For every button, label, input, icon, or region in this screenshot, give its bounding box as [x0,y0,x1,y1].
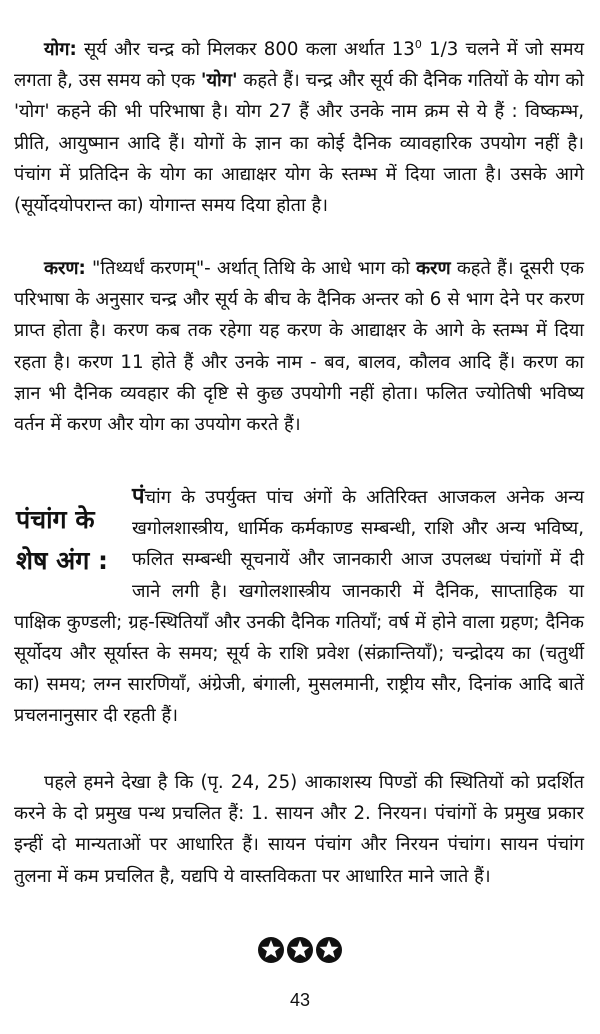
heading-float-spacer [14,481,132,605]
page-number: 43 [289,990,311,1010]
karana-text-b: कहते हैं। दूसरी एक परिभाषा के अनुसार चन्द्र और सूर्य के बीच के दैनिक अन्तर को 6 से भाग देने पर करण प्राप्त होता है। करण कब तक रहेगा यह करण के आद्याक्षर के आगे के स्तम्भ में दिया रहता है। करण 11 होते हैं और उनके नाम - बव, बालव, कौलव आदि हैं। करण का ज्ञान भी दैनिक व्यवहार की दृष्टि से कुछ उपयोगी नहीं होता। फलित ज्योतिषी भविष्य वर्तन में करण और योग का उपयोग करते हैं। [14,258,585,436]
remaining-parts-paragraph [14,481,584,732]
yoga-term: योग: [44,39,77,61]
dropcap-letter: पं [132,484,145,509]
yoga-text-a: सूर्य और चन्द्र को मिलकर 800 कला अर्थात 13 [76,39,415,61]
yoga-quoted-term: 'योग' [200,70,238,92]
degree-superscript: 0 [414,38,422,51]
karana-term: करण: [44,258,86,279]
closing-paragraph: पहले हमने देखा है कि (पृ. 24, 25) आकाशस्य पिण्डों की स्थितियों को प्रदर्शित करने के दो प्रमुख पन्थ प्रचलित हैं: 1. सायन और 2. निरयन। पंचांगों के प्रमुख प्रकार इन्हीं दो मान्यताओं पर आधारित हैं। सायन पंचांग और निरयन पंचांग। सायन पंचांग तुलना में कम प्रचलित है, यद्यपि ये वास्तविकता पर आधारित माने जाते हैं। [14,772,584,887]
section-heading-line-2: शेष अंग : [16,546,109,575]
yoga-text-b: 1/3 चलने में जो समय लगता है, उस समय को एक [14,39,585,92]
karana-paragraph [14,253,584,440]
remaining-parts-text: चांग के उपर्युक्त पांच अंगों के अतिरिक्त आजकल अनेक अन्य खगोलशास्त्रीय, धार्मिक कर्मकाण्ड सम्बन्धी, राशि और अन्य भविष्य, फलित सम्बन्धी सूचनायें और जानकारी आज उपलब्ध पंचांगों में दी जाने लगी है। खगोलशास्त्रीय जानकारी में दैनिक, साप्ताहिक या पाक्षिक कुण्डली; ग्रह-स्थितियाँ और उनकी दैनिक गतियाँ; वर्ष में होने वाला ग्रहण; दैनिक सूर्योदय और सूर्यास्त के समय; सूर्य के राशि प्रवेश (संक्रान्तियाँ); चन्द्रोदय का (चतुर्थी का) समय; लग्न सारणियाँ, अंग्रेजी, बंगाली, मुसलमानी, राष्ट्रीय सौर, दिनांक आदि बातें प्रचलनानुसार दी रहती हैं। [14,487,584,727]
section-heading-line-1: पंचांग के [16,505,95,534]
three-star-circles-icon [0,936,600,968]
karana-text-a: "तिथ्यर्धं करणम्"- अर्थात् तिथि के आधे भाग को [85,258,417,279]
yoga-text-c: कहते हैं। चन्द्र और सूर्य की दैनिक गतियों के योग को 'योग' कहने की भी परिभाषा है। योग 27 हैं और उनके नाम क्रम से ये हैं : विष्कम्भ, प्रीति, आयुष्मान आदि हैं। योगों के ज्ञान का कोई दैनिक व्यावहारिक उपयोग नहीं है। पंचांग में प्रतिदिन के योग का आद्याक्षर योग के स्तम्भ में दिया जाता है। उसके आगे (सूर्योदयोपरान्त का) योगान्त समय दिया होता है। [14,70,584,217]
karana-bold-word: करण [416,258,451,279]
yoga-paragraph [14,29,584,221]
